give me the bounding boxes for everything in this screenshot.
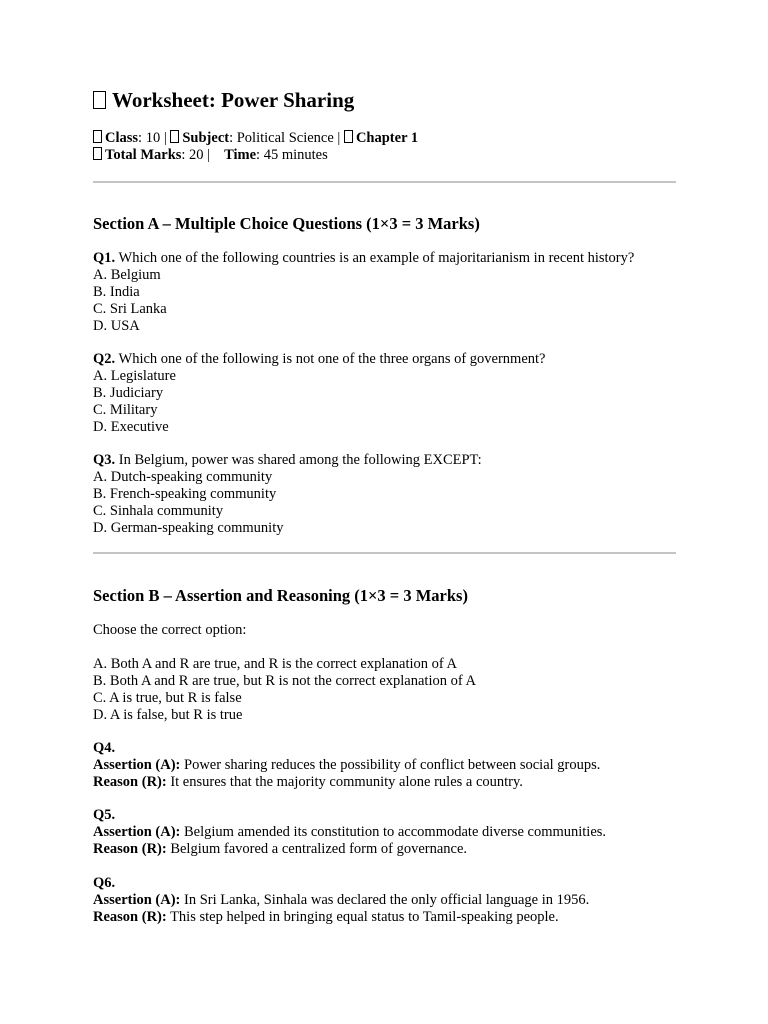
ar-option-d: D. A is false, but R is true: [93, 706, 243, 723]
section-a-title: Section A – Multiple Choice Questions (1×3 = 3 Marks): [93, 214, 480, 233]
question-text: In Belgium, power was shared among the following EXCEPT:: [115, 452, 482, 468]
total-marks-value: : 20 |: [181, 147, 211, 163]
time-label: Time: [224, 147, 257, 163]
option-c: C. Sinhala community: [93, 502, 224, 519]
meta-line-class-subject: [93, 130, 418, 147]
option-d: D. Executive: [93, 418, 169, 435]
subject-label: Subject: [182, 130, 230, 146]
assertion-line: [93, 892, 589, 909]
question-q1: [93, 250, 634, 334]
missing-glyph-icon: [93, 147, 102, 160]
reason-text: This step helped in bringing equal status to Tamil-speaking people.: [166, 908, 559, 925]
question-number: Q6.: [93, 875, 116, 891]
missing-glyph-icon: [170, 130, 179, 143]
missing-glyph-icon: [93, 130, 102, 143]
divider: [93, 552, 676, 554]
divider: [93, 181, 676, 183]
option-c: C. Military: [93, 401, 158, 418]
ar-option-c: C. A is true, but R is false: [93, 689, 242, 706]
question-stem: [93, 250, 634, 267]
assertion-text: In Sri Lanka, Sinhala was declared the only official language in 1956.: [180, 891, 590, 908]
option-a: A. Dutch-speaking community: [93, 468, 273, 485]
question-q3: [93, 452, 482, 536]
option-b: B. Judiciary: [93, 384, 164, 401]
question-q2: [93, 351, 545, 435]
option-a: A. Legislature: [93, 367, 176, 384]
question-stem: [93, 452, 482, 469]
option-b: B. India: [93, 283, 140, 300]
class-value: : 10 |: [138, 130, 167, 146]
reason-line: [93, 909, 589, 926]
ar-option-a: A. Both A and R are true, and R is the correct explanation of A: [93, 656, 458, 672]
question-text: Which one of the following is not one of the three organs of government?: [115, 351, 546, 367]
question-q4: [93, 740, 600, 791]
option-d: D. German-speaking community: [93, 519, 284, 536]
class-label: Class: [105, 130, 139, 146]
question-number-line: [93, 807, 606, 824]
page-title: [93, 87, 354, 113]
assertion-reason-options: [93, 656, 476, 724]
assertion-label: Assertion (A):: [93, 891, 181, 908]
reason-line: [93, 774, 600, 791]
question-number: Q2.: [93, 351, 116, 367]
reason-text: It ensures that the majority community alone rules a country.: [166, 773, 523, 790]
section-b-instruction: Choose the correct option:: [93, 622, 247, 638]
ar-option-b: B. Both A and R are true, but R is not the correct explanation of A: [93, 672, 476, 689]
reason-label: Reason (R):: [93, 908, 167, 925]
assertion-label: Assertion (A):: [93, 756, 181, 773]
question-number: Q3.: [93, 452, 116, 468]
reason-label: Reason (R):: [93, 840, 167, 857]
reason-label: Reason (R):: [93, 773, 167, 790]
subject-value: : Political Science |: [229, 130, 341, 146]
reason-line: [93, 841, 606, 858]
question-number-line: [93, 740, 600, 757]
assertion-line: [93, 757, 600, 774]
reason-text: Belgium favored a centralized form of governance.: [166, 840, 468, 857]
question-q5: [93, 807, 606, 858]
assertion-text: Belgium amended its constitution to accommodate diverse communities.: [180, 823, 607, 840]
question-stem: [93, 351, 545, 368]
option-a: A. Belgium: [93, 266, 161, 283]
question-number: Q4.: [93, 740, 116, 756]
assertion-line: [93, 824, 606, 841]
meta-line-marks-time: [93, 147, 328, 164]
time-value: : 45 minutes: [256, 147, 328, 163]
missing-glyph-icon: [93, 91, 106, 109]
chapter-label: Chapter 1: [355, 130, 419, 146]
question-text: Which one of the following countries is an example of majoritarianism in recent history?: [115, 250, 635, 266]
option-d: D. USA: [93, 317, 140, 334]
question-number: Q5.: [93, 807, 116, 823]
section-b-title: Section B – Assertion and Reasoning (1×3 = 3 Marks): [93, 586, 468, 605]
option-c: C. Sri Lanka: [93, 300, 167, 317]
title-text: Worksheet: Power Sharing: [112, 88, 355, 112]
question-number-line: [93, 875, 589, 892]
assertion-text: Power sharing reduces the possibility of conflict between social groups.: [180, 756, 601, 773]
question-q6: [93, 875, 589, 926]
total-marks-label: Total Marks: [105, 147, 182, 163]
missing-glyph-icon: [344, 130, 353, 143]
assertion-label: Assertion (A):: [93, 823, 181, 840]
question-number: Q1.: [93, 250, 116, 266]
option-b: B. French-speaking community: [93, 485, 277, 502]
